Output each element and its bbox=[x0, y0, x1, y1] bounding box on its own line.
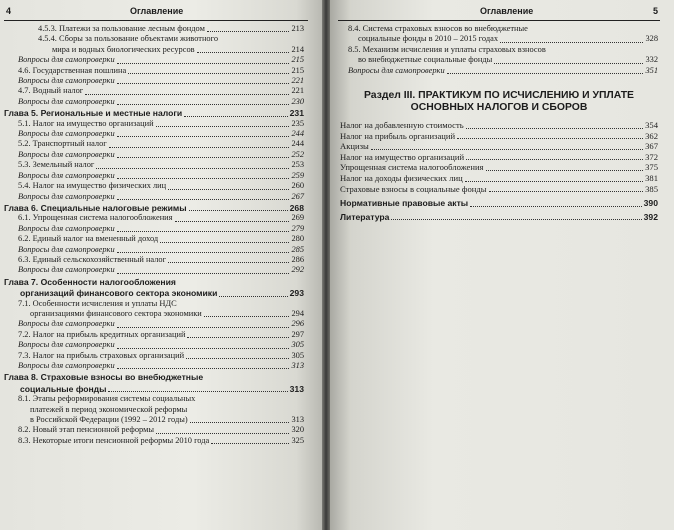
toc-leader-dots bbox=[207, 31, 290, 32]
right-toc-top bbox=[340, 24, 658, 76]
toc-entry-title: 7.2. Налог на прибыль кредитных организаций bbox=[18, 329, 186, 339]
toc-entry-title: Налог на прибыль организаций bbox=[340, 130, 456, 141]
toc-entry-title: Глава 6. Специальные налоговые режимы bbox=[4, 202, 187, 213]
toc-entry bbox=[4, 45, 304, 55]
toc-entry-title: 5.1. Налог на имущество организаций bbox=[18, 118, 154, 128]
toc-entry-title: 6.3. Единый сельскохозяйственный налог bbox=[18, 254, 167, 264]
toc-page-number: 375 bbox=[645, 162, 658, 173]
toc-leader-dots bbox=[117, 104, 290, 105]
toc-page-number: 294 bbox=[291, 308, 304, 318]
toc-entry-title: 5.4. Налог на имущество физических лиц bbox=[18, 181, 167, 191]
toc-review-questions bbox=[4, 319, 304, 329]
toc-leader-dots bbox=[85, 94, 289, 95]
toc-entry-title: мира и водных биологических ресурсов bbox=[52, 44, 195, 54]
toc-entry-title: Налог на имущество организаций bbox=[340, 151, 465, 162]
toc-page-number: 305 bbox=[291, 340, 304, 350]
toc-page-number: 392 bbox=[643, 211, 658, 222]
left-running-head bbox=[0, 6, 322, 20]
toc-page-number: 293 bbox=[289, 288, 304, 299]
toc-entry-title: Вопросы для самопроверки bbox=[18, 149, 115, 159]
toc-page-number: 332 bbox=[645, 55, 658, 65]
toc-entry bbox=[4, 24, 304, 34]
toc-page-number: 313 bbox=[291, 415, 304, 425]
practicum-list bbox=[340, 120, 658, 194]
toc-entry-title: организаций финансового сектора экономики bbox=[20, 288, 218, 299]
toc-chapter bbox=[4, 108, 304, 118]
toc-page-number: 259 bbox=[291, 170, 304, 180]
toc-page-number: 381 bbox=[645, 173, 658, 183]
toc-line: 4.5.4. Сборы за пользование объектами животного bbox=[38, 34, 219, 44]
toc-entry-title: Вопросы для самопроверки bbox=[18, 76, 115, 86]
toc-entry-title: 4.5.3. Платежи за пользование лесным фондом bbox=[38, 24, 205, 33]
toc-entry bbox=[340, 184, 658, 195]
toc-leader-dots bbox=[117, 348, 290, 349]
right-running-title: Оглавление bbox=[480, 6, 534, 16]
toc-review-questions bbox=[4, 340, 304, 350]
right-page bbox=[330, 0, 674, 530]
toc-entry-title: 5.3. Земельный налог bbox=[18, 160, 95, 170]
toc-leader-dots bbox=[156, 126, 290, 127]
toc-entry bbox=[4, 119, 304, 129]
toc-leader-dots bbox=[117, 273, 290, 274]
toc-leader-dots bbox=[465, 181, 643, 182]
toc-page-number: 320 bbox=[291, 425, 304, 435]
toc-leader-dots bbox=[117, 252, 290, 253]
toc-leader-dots bbox=[108, 391, 287, 392]
toc-leader-dots bbox=[117, 136, 290, 137]
toc-entry bbox=[4, 86, 304, 96]
toc-chapter bbox=[4, 203, 304, 213]
toc-review-questions bbox=[4, 171, 304, 181]
toc-page-number: 354 bbox=[645, 120, 658, 131]
toc-leader-dots bbox=[109, 147, 290, 148]
toc-leader-dots bbox=[447, 73, 644, 74]
toc-page-number: 279 bbox=[291, 223, 304, 233]
toc-page-number: 292 bbox=[291, 265, 304, 275]
toc-page-number: 244 bbox=[291, 139, 304, 149]
toc-page-number: 221 bbox=[291, 86, 304, 96]
toc-page-number: 268 bbox=[289, 202, 304, 213]
right-running-head bbox=[330, 6, 674, 20]
toc-leader-dots bbox=[117, 178, 290, 179]
toc-leader-dots bbox=[117, 157, 290, 158]
toc-leader-dots bbox=[117, 83, 290, 84]
toc-leader-dots bbox=[168, 262, 289, 263]
toc-entry bbox=[4, 415, 304, 425]
toc-entry bbox=[4, 66, 304, 76]
toc-review-questions bbox=[4, 129, 304, 139]
toc-page-number: 230 bbox=[291, 96, 304, 106]
toc-leader-dots bbox=[391, 219, 641, 220]
toc-page-number: 313 bbox=[291, 361, 304, 370]
toc-leader-dots bbox=[117, 368, 290, 369]
toc-entry bbox=[4, 139, 304, 149]
left-page bbox=[0, 0, 322, 530]
toc-entry bbox=[4, 425, 304, 435]
left-toc bbox=[4, 24, 304, 446]
toc-entry-title: Акцизы bbox=[340, 141, 369, 152]
toc-entry bbox=[340, 120, 658, 131]
toc-chapter bbox=[4, 384, 304, 394]
toc-leader-dots bbox=[204, 316, 290, 317]
toc-entry-title: Литература bbox=[340, 211, 390, 222]
toc-entry bbox=[340, 141, 658, 152]
toc-entry-title: Вопросы для самопроверки bbox=[18, 191, 115, 201]
toc-leader-dots bbox=[371, 149, 643, 150]
toc-line: Глава 8. Страховые взносы во внебюджетные bbox=[4, 372, 204, 383]
toc-leader-dots bbox=[457, 138, 643, 139]
toc-entry-title: 4.6. Государственная пошлина bbox=[18, 65, 127, 75]
right-toc bbox=[340, 24, 658, 222]
toc-entry bbox=[4, 436, 304, 446]
toc-entry-title: Вопросы для самопроверки bbox=[18, 129, 115, 139]
toc-line: Глава 7. Особенности налогообложения bbox=[4, 276, 176, 287]
toc-entry-title: Вопросы для самопроверки bbox=[18, 223, 115, 233]
toc-entry-title: 7.3. Налог на прибыль страховых организаций bbox=[18, 350, 185, 360]
left-running-title: Оглавление bbox=[130, 6, 184, 16]
toc-leader-dots bbox=[175, 221, 290, 222]
toc-page-number: 252 bbox=[291, 149, 304, 159]
toc-leader-dots bbox=[219, 296, 287, 297]
toc-page-number: 328 bbox=[645, 34, 658, 44]
left-page-number: 4 bbox=[6, 6, 12, 16]
toc-entry-title: Вопросы для самопроверки bbox=[18, 361, 115, 370]
toc-page-number: 215 bbox=[291, 65, 304, 75]
toc-page-number: 267 bbox=[291, 191, 304, 201]
toc-entry-title: организациями финансового сектора экономики bbox=[30, 308, 202, 318]
left-header-rule bbox=[4, 20, 308, 21]
toc-page-number: 367 bbox=[645, 141, 658, 152]
toc-leader-dots bbox=[156, 433, 289, 434]
toc-entry-title: Упрощенная система налогообложения bbox=[340, 162, 484, 173]
toc-page-number: 269 bbox=[291, 213, 304, 223]
toc-page-number: 286 bbox=[291, 254, 304, 264]
toc-entry-title: 8.2. Новый этап пенсионной реформы bbox=[18, 425, 154, 435]
toc-review-questions bbox=[4, 150, 304, 160]
toc-leader-dots bbox=[470, 206, 642, 207]
toc-entry-title: Налог на доходы физических лиц bbox=[340, 173, 463, 183]
toc-review-questions bbox=[4, 55, 304, 65]
toc-leader-dots bbox=[186, 358, 289, 359]
toc-entry bbox=[4, 330, 304, 340]
toc-page-number: 244 bbox=[291, 129, 304, 139]
toc-leader-dots bbox=[486, 170, 644, 171]
toc-entry bbox=[340, 173, 658, 184]
toc-entry bbox=[4, 351, 304, 361]
toc-page-number: 296 bbox=[291, 319, 304, 329]
toc-review-questions bbox=[4, 224, 304, 234]
toc-entry bbox=[340, 162, 658, 173]
toc-entry-title: в Российской Федерации (1992 – 2012 годы) bbox=[30, 415, 188, 425]
toc-page-number: 231 bbox=[289, 108, 304, 119]
toc-review-questions bbox=[4, 192, 304, 202]
toc-entry-title: Глава 5. Региональные и местные налоги bbox=[4, 108, 183, 119]
toc-leader-dots bbox=[466, 159, 643, 160]
toc-page-number: 362 bbox=[645, 130, 658, 141]
toc-review-questions bbox=[4, 76, 304, 86]
toc-entry-title: Вопросы для самопроверки bbox=[18, 319, 115, 329]
toc-leader-dots bbox=[187, 337, 289, 338]
toc-page-number: 313 bbox=[289, 383, 304, 394]
toc-entry-title: 5.2. Транспортный налог bbox=[18, 139, 107, 149]
toc-leader-dots bbox=[466, 128, 643, 129]
toc-line: 8.1. Этапы реформирования системы социальных bbox=[18, 394, 196, 404]
toc-entry-title: Нормативные правовые акты bbox=[340, 198, 469, 209]
toc-leader-dots bbox=[117, 199, 290, 200]
toc-entry-title: Вопросы для самопроверки bbox=[18, 340, 115, 350]
toc-leader-dots bbox=[211, 443, 289, 444]
toc-entry-title: 4.7. Водный налог bbox=[18, 86, 84, 96]
toc-review-questions bbox=[340, 66, 658, 76]
toc-leader-dots bbox=[489, 191, 644, 192]
toc-page-number: 280 bbox=[291, 234, 304, 244]
toc-page-number: 351 bbox=[645, 65, 658, 75]
toc-review-questions bbox=[4, 361, 304, 371]
toc-entry-title: Вопросы для самопроверки bbox=[18, 55, 115, 65]
toc-page-number: 285 bbox=[291, 244, 304, 254]
toc-page-number: 215 bbox=[291, 55, 304, 65]
toc-entry-title: Вопросы для самопроверки bbox=[18, 265, 115, 275]
back-matter-list bbox=[340, 198, 658, 222]
toc-page-number: 213 bbox=[291, 24, 304, 33]
toc-leader-dots bbox=[184, 116, 287, 117]
toc-entry-title: Вопросы для самопроверки bbox=[18, 244, 115, 254]
toc-review-questions bbox=[4, 245, 304, 255]
toc-page-number: 305 bbox=[291, 350, 304, 360]
toc-entry-title: Вопросы для самопроверки bbox=[348, 65, 445, 75]
toc-line: 7.1. Особенности исчисления и уплаты НДС bbox=[18, 298, 177, 308]
toc-page-number: 385 bbox=[645, 183, 658, 194]
toc-entry-title: социальные фонды в 2010 – 2015 годах bbox=[358, 34, 499, 44]
book-gutter bbox=[322, 0, 330, 530]
toc-entry-title: социальные фонды bbox=[20, 383, 107, 394]
toc-leader-dots bbox=[168, 189, 289, 190]
toc-entry-title: Вопросы для самопроверки bbox=[18, 170, 115, 180]
toc-entry-title: Страховые взносы в социальные фонды bbox=[340, 183, 487, 194]
toc-page-number: 235 bbox=[291, 118, 304, 128]
toc-entry bbox=[4, 255, 304, 265]
toc-entry bbox=[4, 160, 304, 170]
toc-entry bbox=[340, 131, 658, 142]
toc-leader-dots bbox=[190, 422, 290, 423]
toc-entry-title: 6.1. Упрощенная система налогообложения bbox=[18, 213, 173, 223]
toc-leader-dots bbox=[117, 327, 290, 328]
toc-leader-dots bbox=[197, 52, 290, 53]
toc-entry bbox=[340, 34, 658, 44]
toc-leader-dots bbox=[96, 168, 289, 169]
toc-review-questions bbox=[4, 97, 304, 107]
toc-entry-title: Вопросы для самопроверки bbox=[18, 96, 115, 106]
toc-leader-dots bbox=[128, 73, 289, 74]
toc-page-number: 221 bbox=[291, 76, 304, 86]
toc-entry bbox=[4, 213, 304, 223]
toc-page-number: 325 bbox=[291, 435, 304, 445]
toc-entry bbox=[340, 198, 658, 209]
toc-leader-dots bbox=[189, 210, 288, 211]
toc-leader-dots bbox=[117, 231, 290, 232]
toc-page-number: 260 bbox=[291, 181, 304, 191]
toc-page-number: 372 bbox=[645, 151, 658, 162]
toc-entry bbox=[4, 181, 304, 191]
toc-entry-title: Налог на добавленную стоимость bbox=[340, 120, 464, 131]
toc-entry-title: 6.2. Единый налог на вмененный доход bbox=[18, 234, 159, 244]
toc-line: 8.4. Система страховых взносов во внебюджетные bbox=[348, 24, 528, 33]
toc-entry-title: 8.3. Некоторые итоги пенсионной реформы 2010 года bbox=[18, 435, 210, 445]
right-header-rule bbox=[338, 20, 660, 21]
toc-entry bbox=[4, 309, 304, 319]
toc-review-questions bbox=[4, 265, 304, 275]
toc-page-number: 214 bbox=[291, 44, 304, 54]
toc-entry bbox=[340, 152, 658, 163]
section-title: Раздел III. ПРАКТИКУМ ПО ИСЧИСЛЕНИЮ И УПЛАТЕ ОСНОВНЫХ НАЛОГОВ И СБОРОВ bbox=[364, 90, 634, 114]
toc-page-number: 390 bbox=[643, 198, 658, 209]
right-page-number: 5 bbox=[652, 6, 658, 16]
toc-page-number: 297 bbox=[291, 329, 304, 339]
toc-entry bbox=[4, 234, 304, 244]
toc-leader-dots bbox=[117, 63, 290, 64]
toc-entry bbox=[340, 212, 658, 223]
toc-chapter bbox=[4, 288, 304, 298]
toc-leader-dots bbox=[500, 42, 643, 43]
toc-page-number: 253 bbox=[291, 160, 304, 170]
toc-entry-title: во внебюджетные социальные фонды bbox=[358, 55, 493, 65]
toc-leader-dots bbox=[160, 242, 289, 243]
toc-leader-dots bbox=[494, 63, 643, 64]
toc-line: платежей в период экономической реформы bbox=[30, 404, 188, 414]
toc-line: 8.5. Механизм исчисления и уплаты страховых взносов bbox=[348, 44, 546, 54]
toc-entry bbox=[340, 55, 658, 65]
